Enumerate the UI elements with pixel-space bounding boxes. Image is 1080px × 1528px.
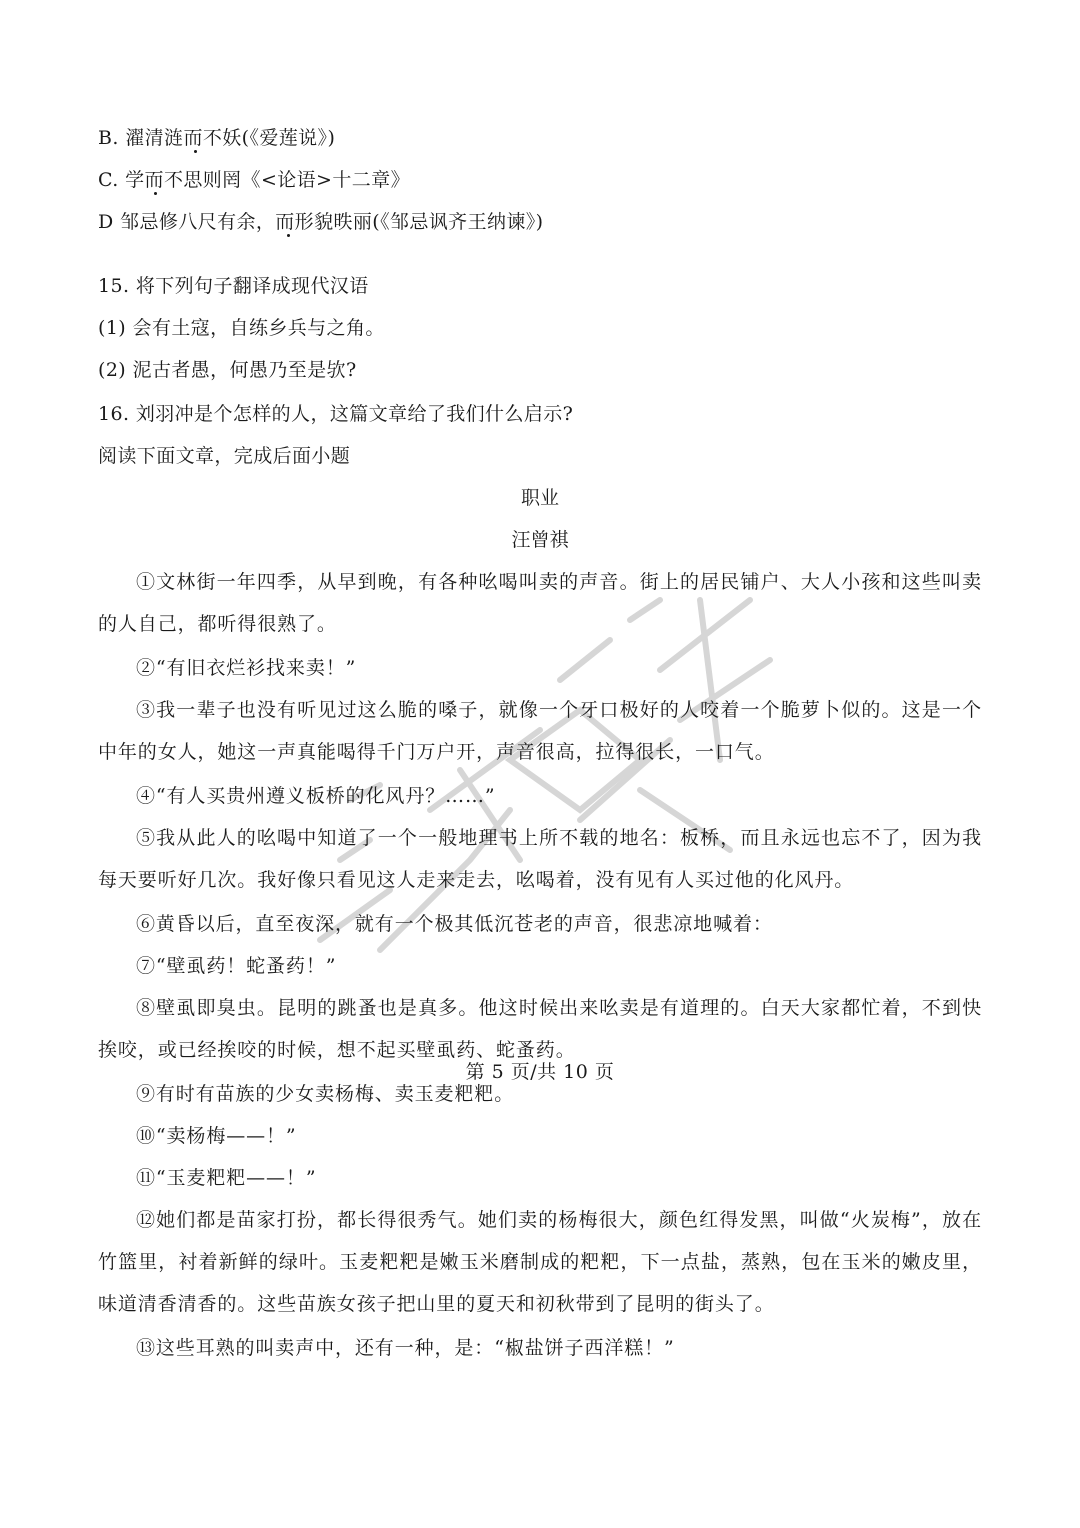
article-paragraph-4: ④“有人买贵州遵义板桥的化风丹？……” [136,785,496,807]
article-paragraph-8: ⑧壁虱即臭虫。昆明的跳蚤也是真多。他这时候出来吆卖是有道理的。白天大家都忙着，不到快挨咬，或已经挨咬的时候，想不起买壁虱药、蛇蚤药。 [98,997,982,1061]
emphasis-dot [287,234,290,237]
article-paragraph-13: ⑬这些耳熟的叫卖声中，还有一种，是：“椒盐饼子西洋糕！” [136,1337,675,1359]
emphasis-dot [194,150,197,153]
article-paragraph-3: ③我一辈子也没有听见过这么脆的嗓子，就像一个牙口极好的人咬着一个脆萝卜似的。这是一个中年的女人，她这一声真能喝得千门万户开，声音很高，拉得很长，一口气。 [98,699,982,763]
option-d: D 邹忌修八尺有余，而形貌昳丽(《邹忌讽齐王纳谏》) [98,211,544,233]
article-paragraph-9: ⑨有时有苗族的少女卖杨梅、卖玉麦粑粑。 [136,1083,515,1105]
question-15-item-1: (1) 会有土寇，自练乡兵与之角。 [98,317,385,339]
article-paragraph-11: ⑪“玉麦粑粑——！” [136,1167,317,1189]
article-paragraph-7: ⑦“壁虱药！蛇蚤药！” [136,955,337,977]
emphasis-dot [154,192,157,195]
page-footer [0,1060,1080,1084]
article-title: 职业 [520,487,559,509]
article-paragraph-10: ⑩“卖杨梅——！” [136,1125,297,1147]
option-c: C. 学而不思则罔《<论语>十二章》 [98,169,410,191]
option-b: B. 濯清涟而不妖(《爱莲说》) [98,127,336,149]
article-paragraph-5: ⑤我从此人的吆喝中知道了一个一般地理书上所不载的地名：板桥，而且永远也忘不了，因为我每天要听好几次。我好像只看见这人走来走去，吆喝着，没有见有人买过他的化风丹。 [98,827,982,891]
article-author: 汪曾祺 [511,529,569,551]
article-paragraph-2: ②“有旧衣烂衫找来卖！” [136,657,357,679]
article-paragraph-6: ⑥黄昏以后，直至夜深，就有一个极其低沉苍老的声音，很悲凉地喊着： [136,913,773,935]
question-15-item-2: (2) 泥古者愚，何愚乃至是欤? [98,359,357,381]
page-number: 第 5 页/共 10 页 [465,1061,615,1083]
article-paragraph-12: ⑫她们都是苗家打扮，都长得很秀气。她们卖的杨梅很大，颜色红得发黑，叫做“火炭梅”，放在竹篮里，衬着新鲜的绿叶。玉麦粑粑是嫩玉米磨制成的粑粑，下一点盐，蒸熟，包在玉米的嫩皮里，味道清香清香的。这些苗族女孩子把山里的夏天和初秋带到了昆明的街头了。 [98,1209,982,1315]
reading-instruction: 阅读下面文章，完成后面小题 [98,445,351,467]
question-16-title: 16. 刘羽冲是个怎样的人，这篇文章给了我们什么启示? [98,403,574,425]
article-paragraph-1: ①文林街一年四季，从早到晚，有各种吆喝叫卖的声音。街上的居民铺户、大人小孩和这些叫卖的人自己，都听得很熟了。 [98,571,982,635]
question-15-title: 15. 将下列句子翻译成现代汉语 [98,275,369,297]
